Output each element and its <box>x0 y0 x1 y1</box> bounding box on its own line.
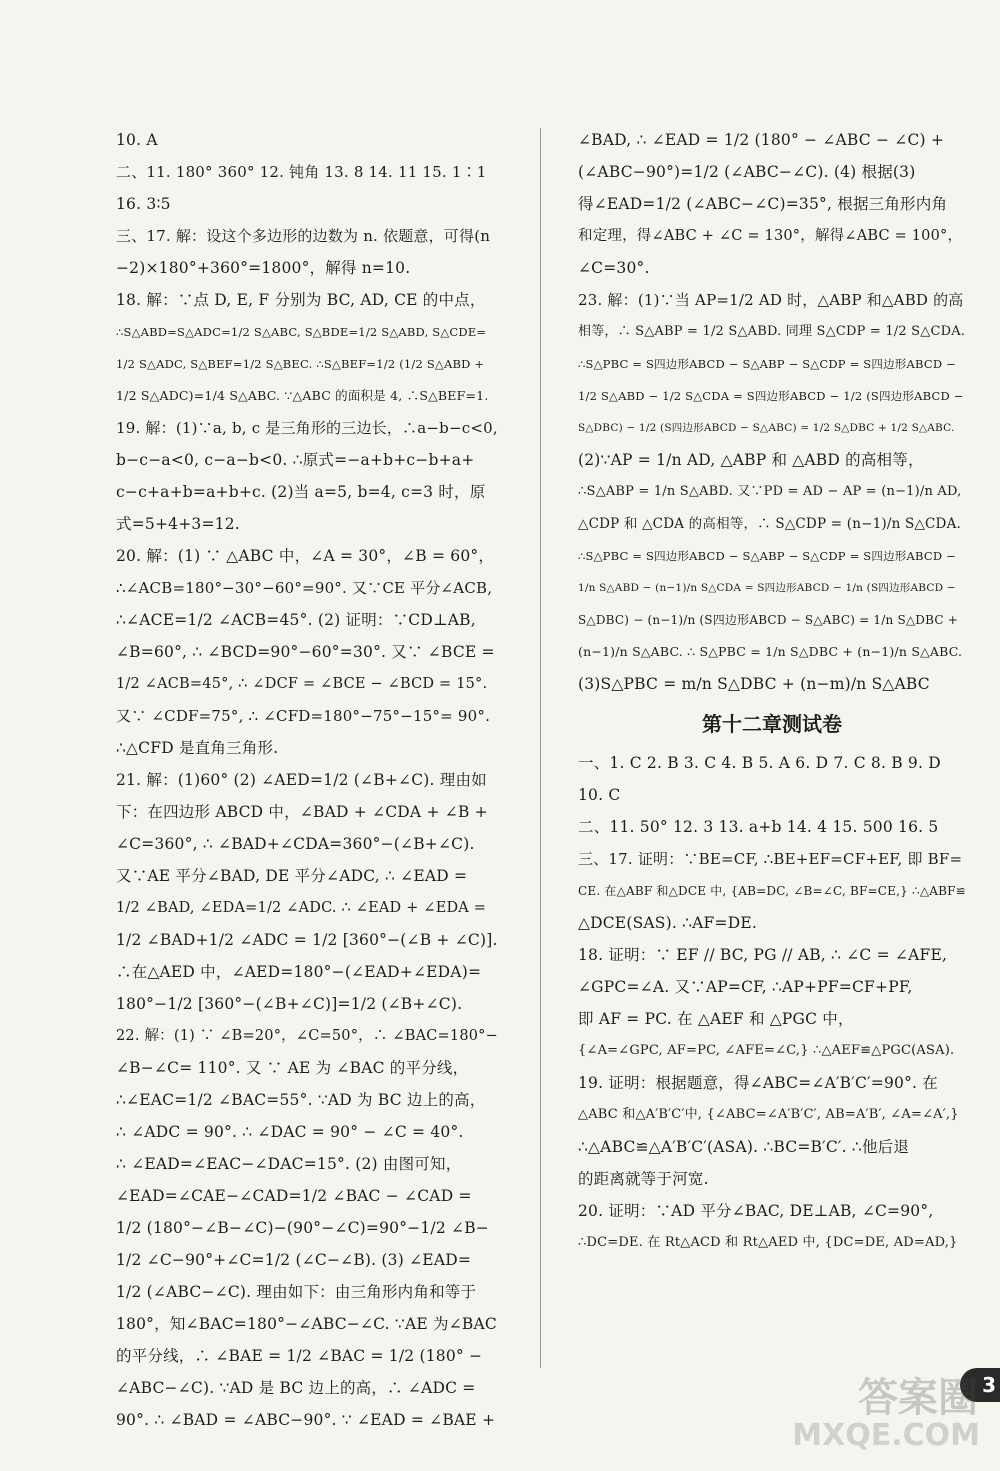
answer-line: 1/2 ∠BAD, ∠EDA=1/2 ∠ADC. ∴ ∠EAD + ∠EDA = <box>116 900 487 916</box>
left-column <box>116 130 498 1442</box>
answer-line: ∠GPC=∠A. 又∵AP=CF, ∴AP+PF=CF+PF, <box>578 978 913 996</box>
answer-line: 21. 解：(1)60° (2) ∠AED=1/2 (∠B+∠C). 理由如 <box>116 771 487 789</box>
answer-line: CE. 在△ABF 和△DCE 中, {AB=DC, ∠B=∠C, BF=CE,} ∴△ABF≌ <box>578 884 966 898</box>
answer-line: 下：在四边形 ABCD 中，∠BAD + ∠CDA + ∠B + <box>116 803 488 821</box>
answer-line: 18. 证明：∵ EF // BC, PG // AB, ∴ ∠C = ∠AFE, <box>578 946 948 964</box>
answer-line: ∠B−∠C= 110°. 又 ∵ AE 为 ∠BAC 的平分线， <box>116 1059 469 1077</box>
answer-line: 又∵AE 平分∠BAD, DE 平分∠ADC, ∴ ∠EAD = <box>116 867 468 885</box>
answer-line: ∴∠ACE=1/2 ∠ACB=45°. (2) 证明：∵CD⊥AB, <box>116 611 476 629</box>
answer-line: 式=5+4+3=12. <box>116 515 240 533</box>
answer-line: 90°. ∴ ∠BAD = ∠ABC−90°. ∵ ∠EAD = ∠BAE + <box>116 1411 496 1429</box>
answer-line: ∠BAD, ∴ ∠EAD = 1/2 (180° − ∠ABC − ∠C) + <box>578 131 945 149</box>
answer-line: ∴ ∠ADC = 90°. ∴ ∠DAC = 90° − ∠C = 40°. <box>116 1123 464 1141</box>
answer-line: 又∵ ∠CDF=75°, ∴ ∠CFD=180°−75°−15°= 90°. <box>116 707 491 725</box>
answer-line: 1/2 ∠BAD+1/2 ∠ADC = 1/2 [360°−(∠B + ∠C)]. <box>116 931 498 949</box>
answer-line: S△DBC) − (n−1)/n (S四边形ABCD − S△ABC) = 1/n S△DBC + <box>578 613 959 627</box>
answer-line: S△DBC) − 1/2 (S四边形ABCD − S△ABC) = 1/2 S△DBC + 1/2 S△ABC. <box>578 422 955 434</box>
answer-line: △DCE(SAS). ∴AF=DE. <box>578 914 757 932</box>
answer-line: ∠C=30°. <box>578 259 650 277</box>
answer-line: (n−1)/n S△ABC. ∴ S△PBC = 1/n S△DBC + (n−1)/n S△ABC. <box>578 644 963 659</box>
answer-line: ∴S△PBC = S四边形ABCD − S△ABP − S△CDP = S四边形ABCD − <box>578 549 956 563</box>
answer-line: △ABC 和△A′B′C′中, {∠ABC=∠A′B′C′, AB=A′B′, ∠A=∠A′,} <box>578 1107 959 1122</box>
answer-line: 二、11. 50° 12. 3 13. a+b 14. 4 15. 500 16. 5 <box>578 818 939 836</box>
right-bottom-answers <box>578 753 966 1253</box>
answer-line: 一、1. C 2. B 3. C 4. B 5. A 6. D 7. C 8. B 9. D <box>578 754 941 772</box>
answer-line: 1/2 (180°−∠B−∠C)−(90°−∠C)=90°−1/2 ∠B− <box>116 1219 489 1237</box>
answer-line: −2)×180°+360°=1800°，解得 n=10. <box>116 259 411 277</box>
answer-line: ∴∠ACB=180°−30°−60°=90°. 又∵CE 平分∠ACB, <box>116 579 493 597</box>
answer-line: 三、17. 证明：∵BE=CF, ∴BE+EF=CF+EF, 即 BF= <box>578 850 963 868</box>
answer-line: 和定理，得∠ABC + ∠C = 130°，解得∠ABC = 100°， <box>578 228 963 244</box>
answer-line: 10. C <box>578 786 621 804</box>
answer-line: ∴在△AED 中，∠AED=180°−(∠EAD+∠EDA)= <box>116 963 482 981</box>
answer-line: 10. A <box>116 131 158 149</box>
answer-line: (3)S△PBC = m/n S△DBC + (n−m)/n S△ABC <box>578 675 930 693</box>
answer-line: 的平分线，∴ ∠BAE = 1/2 ∠BAC = 1/2 (180° − <box>116 1347 483 1365</box>
answer-line: 19. 解：(1)∵a, b, c 是三角形的三边长，∴a−b−c<0, <box>116 419 498 437</box>
page-number-badge: 3 <box>960 1368 1000 1402</box>
answer-line: ∴S△PBC = S四边形ABCD − S△ABP − S△CDP = S四边形ABCD − <box>578 357 956 371</box>
answer-line: 的距离就等于河宽. <box>578 1170 709 1188</box>
right-top-answers <box>578 130 966 694</box>
answer-line: 18. 解：∵点 D, E, F 分别为 BC, AD, CE 的中点， <box>116 291 486 309</box>
chapter-heading: 第十二章测试卷 <box>702 712 842 736</box>
answer-line: c−c+a+b=a+b+c. (2)当 a=5, b=4, c=3 时，原 <box>116 483 486 501</box>
answer-line: (2)∵AP = 1/n AD, △ABP 和 △ABD 的高相等， <box>578 451 924 469</box>
answer-line: ∠B=60°, ∴ ∠BCD=90°−60°=30°. 又∵ ∠BCE = <box>116 643 495 661</box>
answer-line: ∠EAD=∠CAE−∠CAD=1/2 ∠BAC − ∠CAD = <box>116 1187 472 1205</box>
answer-line: 1/2 ∠ACB=45°, ∴ ∠DCF = ∠BCE − ∠BCD = 15°. <box>116 676 488 692</box>
answer-line: 相等，∴ S△ABP = 1/2 S△ABD. 同理 S△CDP = 1/2 S△CDA. <box>578 324 966 339</box>
answer-line: 得∠EAD=1/2 (∠ABC−∠C)=35°, 根据三角形内角 <box>578 195 948 213</box>
answer-line: ∴△ABC≌△A′B′C′(ASA). ∴BC=B′C′. ∴他后退 <box>578 1138 910 1156</box>
answer-line: 二、11. 180° 360° 12. 钝角 13. 8 14. 11 15. 1∶1 <box>116 163 487 181</box>
answer-line: 180°，知∠BAC=180°−∠ABC−∠C. ∵AE 为∠BAC <box>116 1315 497 1333</box>
answer-line: ∴S△ABP = 1/n S△ABD. 又∵PD = AD − AP = (n−1)/n AD, <box>578 484 962 499</box>
answer-line: ∴△CFD 是直角三角形. <box>116 739 279 757</box>
column-divider <box>540 128 541 1368</box>
answer-line: ∴ ∠EAD=∠EAC−∠DAC=15°. (2) 由图可知， <box>116 1155 462 1173</box>
answer-line: 1/2 (∠ABC−∠C). 理由如下：由三角形内角和等于 <box>116 1283 477 1301</box>
watermark-logo: 答案圈 <box>858 1375 978 1421</box>
answer-line: 16. 3∶5 <box>116 195 171 213</box>
answer-line: 19. 证明：根据题意，得∠ABC=∠A′B′C′=90°. 在 <box>578 1074 938 1092</box>
answer-line: 1/2 S△ABD − 1/2 S△CDA = S四边形ABCD − 1/2 (S四边形ABCD − <box>578 389 964 403</box>
answer-line: 1/2 ∠C−90°+∠C=1/2 (∠C−∠B). (3) ∠EAD= <box>116 1251 472 1269</box>
answer-line: ∴∠EAC=1/2 ∠BAC=55°. ∵AD 为 BC 边上的高， <box>116 1091 486 1109</box>
answer-line: 20. 解：(1) ∵ △ABC 中，∠A = 30°，∠B = 60°， <box>116 547 495 565</box>
answer-line: △CDP 和 △CDA 的高相等，∴ S△CDP = (n−1)/n S△CDA. <box>578 516 962 532</box>
watermark-url: MXQE.COM <box>792 1418 980 1453</box>
answer-line: ∴S△ABD=S△ADC=1/2 S△ABC, S△BDE=1/2 S△ABD, S△CDE= <box>116 325 487 339</box>
answer-line: 23. 解：(1)∵当 AP=1/2 AD 时，△ABP 和△ABD 的高 <box>578 291 964 309</box>
answer-line: ∴DC=DE. 在 Rt△ACD 和 Rt△AED 中, {DC=DE, AD=AD,} <box>578 1235 958 1250</box>
answer-line: 三、17. 解：设这个多边形的边数为 n. 依题意，可得(n <box>116 227 491 245</box>
answer-line: 180°−1/2 [360°−(∠B+∠C)]=1/2 (∠B+∠C). <box>116 995 463 1013</box>
answer-line: 1/n S△ABD − (n−1)/n S△CDA = S四边形ABCD − 1/n (S四边形ABCD − <box>578 582 956 594</box>
answer-line: (∠ABC−90°)=1/2 (∠ABC−∠C). (4) 根据(3) <box>578 163 916 181</box>
answer-line: 1/2 S△ADC, S△BEF=1/2 S△BEC. ∴S△BEF=1/2 (1/2 S△ABD + <box>116 357 485 371</box>
answer-line: ∠C=360°, ∴ ∠BAD+∠CDA=360°−(∠B+∠C). <box>116 835 475 853</box>
answer-line: 22. 解：(1) ∵ ∠B=20°，∠C=50°，∴ ∠BAC=180°− <box>116 1028 498 1044</box>
answer-line: {∠A=∠GPC, AF=PC, ∠AFE=∠C,} ∴△AEF≌△PGC(ASA). <box>578 1043 955 1058</box>
answer-line: 20. 证明：∵AD 平分∠BAC, DE⊥AB, ∠C=90°, <box>578 1202 934 1220</box>
answer-line: ∠ABC−∠C). ∵AD 是 BC 边上的高，∴ ∠ADC = <box>116 1379 476 1397</box>
answer-line: b−c−a<0, c−a−b<0. ∴原式=−a+b+c−b+a+ <box>116 451 475 469</box>
answer-line: 1/2 S△ADC)=1/4 S△ABC. ∵△ABC 的面积是 4, ∴S△BEF=1. <box>116 388 489 403</box>
answer-line: 即 AF = PC. 在 △AEF 和 △PGC 中， <box>578 1010 854 1028</box>
right-column <box>578 130 966 1265</box>
